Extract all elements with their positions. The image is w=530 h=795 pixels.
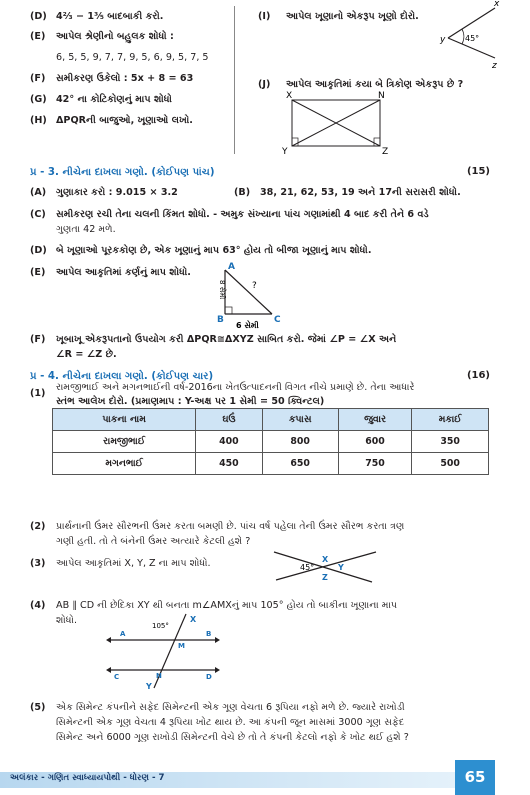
right-triangle-figure: [210, 262, 300, 337]
q-e-text: આપેલ શ્રેણીનો બહુલક શોધો :: [56, 31, 174, 42]
q-d-label: (D): [30, 11, 47, 22]
section-3-heading: પ્ર - 3. નીચેના દાખલા ગણો. (કોઈપણ પાંચ): [30, 167, 215, 178]
angle-measure: 45°: [465, 34, 480, 43]
label-y: Y: [338, 563, 344, 572]
label-a: A: [120, 630, 126, 638]
q-g-text: 42° ના કોટિકોણનું માપ શોધો: [56, 94, 172, 105]
table-cell: 600: [338, 431, 412, 453]
angle-45: 45°: [300, 563, 315, 572]
arrow-b: [215, 637, 220, 643]
q3-a-text: ગુણાકાર કરો : 9.015 × 3.2: [56, 187, 178, 198]
column-divider: [234, 6, 235, 154]
vertex-b: B: [217, 315, 224, 325]
intersecting-lines-figure: [272, 548, 382, 586]
q4-5-line2: સિમેન્ટની એક ગૂણ વેચતા 4 રૂપિયા ખોટ થાય છે. આ કંપની જૂન માસમાં 3000 ગૂણ સફેદ: [56, 717, 405, 728]
table-header-cell: કપાસ: [262, 409, 338, 431]
table-header-cell: પાકના નામ: [53, 409, 196, 431]
label-x: X: [190, 615, 197, 624]
side-ab-length: 8 સેમી: [218, 280, 226, 300]
q4-1-line1: રામજીભાઈ અને મગનભાઈની વર્ષ-2016ના ખેતઉત્પાદનની વિગત નીચે પ્રમાણે છે. તેના આધારે: [56, 382, 415, 393]
vertex-z: Z: [382, 147, 389, 157]
q-e-label: (E): [30, 31, 46, 42]
vertex-c: C: [274, 315, 281, 325]
table-header-cell: મકાઈ: [412, 409, 489, 431]
congruent-triangles-figure: [282, 91, 392, 157]
q3-f-line2: ∠R = ∠Z છે.: [56, 349, 117, 360]
q4-2-label: (2): [30, 521, 46, 532]
angle-105: 105°: [152, 622, 169, 630]
table-header-cell: ઘઉં: [196, 409, 262, 431]
label-z: Z: [322, 573, 328, 582]
q4-2-line1: પ્રાર્થનાની ઉંમર સૌરભની ઉંમર કરતા બમણી છે. પાંચ વર્ષ પહેલા તેની ઉંમર સૌરભ કરતા ત્રણ: [56, 521, 405, 532]
q3-f-line1: ખૂબાખૂ એકરૂપતાનો ઉપયોગ કરી ΔPQR≅ΔXYZ સાબિત કરો. જેમાં ∠P = ∠X અને: [56, 334, 397, 345]
q3-f-label: (F): [30, 334, 46, 345]
q-i-text: આપેલ ખૂણાનો એકરૂપ ખૂણો દોરો.: [286, 11, 419, 22]
q3-e-label: (E): [30, 267, 46, 278]
q-j-text: આપેલ આકૃતિમાં કયા બે ત્રિકોણ એકરૂપ છે ?: [286, 79, 464, 90]
page-footer: [0, 760, 530, 795]
q4-4-line1: AB ∥ CD ની છેદિકા XY થી બનતા m∠AMXનું માપ 105° હોય તો બાકીના ખૂણાના માપ: [56, 600, 398, 611]
table-cell: 350: [412, 431, 489, 453]
q-d-text: 4⅔ − 1⅗ બાદબાકી કરો.: [56, 11, 164, 22]
arrow-a: [106, 637, 111, 643]
label-m: M: [178, 642, 185, 650]
q-f-label: (F): [30, 73, 46, 84]
q4-2-line2: ગણી હતી. તો તે બંનેની ઉંમર અત્યારે કેટલી હશે ?: [56, 536, 251, 547]
vertex-y: Y: [282, 147, 288, 157]
table-cell: 750: [338, 453, 412, 475]
label-x: X: [322, 555, 329, 564]
side-bc-length: 6 સેમી: [236, 321, 259, 330]
label-d: D: [206, 673, 212, 681]
q-g-label: (G): [30, 94, 47, 105]
q3-d-label: (D): [30, 245, 47, 256]
footer-book-title: અલંકાર - ગણિત સ્વાધ્યાયપોથી - ધોરણ - 7: [10, 773, 165, 783]
table-header-row: [53, 409, 489, 431]
q4-5-line3: સિમેન્ટ અને 6000 ગૂણ રાખોડી સિમેન્ટની વેચે છે તો તે કંપની કેટલો નફો કે ખોટ થઈ હશે ?: [56, 732, 409, 743]
table-cell: રામજીભાઈ: [53, 431, 196, 453]
q4-1-label: (1): [30, 388, 46, 399]
q3-e-text: આપેલ આકૃતિમાં કર્ણનું માપ શોધો.: [56, 267, 191, 278]
q4-3-label: (3): [30, 558, 46, 569]
q3-b-text: 38, 21, 62, 53, 19 અને 17ની સરાસરી શોધો.: [260, 187, 461, 198]
angle-figure: [440, 0, 500, 70]
vertex-n: N: [378, 91, 385, 101]
q4-4-label: (4): [30, 600, 46, 611]
section-4-marks: (16): [466, 370, 490, 381]
angle-arc: [462, 29, 464, 44]
q4-5-line1: એક સિમેન્ટ કંપનીને સફેદ સિમેન્ટની એક ગૂણ વેચતા 6 રૂપિયા નફો મળે છે. જ્યારે રાખોડી: [56, 702, 405, 713]
q-i-label: (I): [258, 11, 271, 22]
q3-b-label: (B): [234, 187, 251, 198]
right-angle-b: [225, 307, 232, 314]
unknown-mark: ?: [252, 281, 257, 291]
q3-c-label: (C): [30, 209, 46, 220]
table-cell: 500: [412, 453, 489, 475]
q-h-label: (H): [30, 115, 47, 126]
q-h-text: ΔPQRની બાજુઓ, ખૂણાઓ લખો.: [56, 115, 193, 126]
q4-1-line2: સ્તંભ આલેખ દોરો. (પ્રમાણમાપ : Y-અક્ષ પર 1 સેમી = 50 ક્વિન્ટલ): [56, 396, 325, 407]
arrow-c: [106, 667, 111, 673]
table-header-cell: જુવાર: [338, 409, 412, 431]
table-cell: 650: [262, 453, 338, 475]
table-cell: 450: [196, 453, 262, 475]
parallel-lines-figure: [100, 612, 240, 690]
vertex-x: X: [286, 91, 293, 101]
section-3-marks: (15): [466, 166, 490, 177]
q4-3-text: આપેલ આકૃતિમાં X, Y, Z ના માપ શોધો.: [56, 558, 211, 569]
angle-label-y: y: [440, 35, 446, 45]
table-row: [53, 453, 489, 475]
q-j-label: (J): [258, 79, 271, 90]
table-cell: 800: [262, 431, 338, 453]
page-number: 65: [455, 760, 495, 795]
q3-c-line2: ગુણતા 42 મળે.: [56, 224, 116, 235]
angle-label-x: x: [494, 0, 500, 9]
q3-d-text: બે ખૂણાઓ પૂરકકોણ છે, એક ખૂણાનું માપ 63° હોય તો બીજા ખૂણાનું માપ શોધો.: [56, 245, 372, 256]
q3-a-label: (A): [30, 187, 47, 198]
vertex-a: A: [228, 262, 235, 272]
angle-label-z: z: [492, 61, 497, 71]
table-row: [53, 431, 489, 453]
table-cell: 400: [196, 431, 262, 453]
q4-5-label: (5): [30, 702, 46, 713]
label-y: Y: [146, 682, 152, 691]
arrow-d: [215, 667, 220, 673]
q-f-text: સમીકરણ ઉકેલો : 5x + 8 = 63: [56, 73, 194, 84]
label-b: B: [206, 630, 212, 638]
q4-4-line2: શોધો.: [56, 615, 77, 626]
q-e-series: 6, 5, 5, 9, 7, 7, 9, 5, 6, 9, 5, 7, 5: [56, 52, 209, 63]
section-4-heading: પ્ર - 4. નીચેના દાખલા ગણો. (કોઈપણ ચાર): [30, 371, 214, 382]
label-n: N: [156, 672, 162, 680]
q3-c-line1: સમીકરણ રચી તેના ચલની કિંમત શોધો. - અમુક સંખ્યાના પાંચ ગણામાંથી 4 બાદ કરી તેને 6 વડે: [56, 209, 429, 220]
crop-production-table: [52, 408, 489, 475]
table-cell: મગનભાઈ: [53, 453, 196, 475]
label-c: C: [114, 673, 120, 681]
